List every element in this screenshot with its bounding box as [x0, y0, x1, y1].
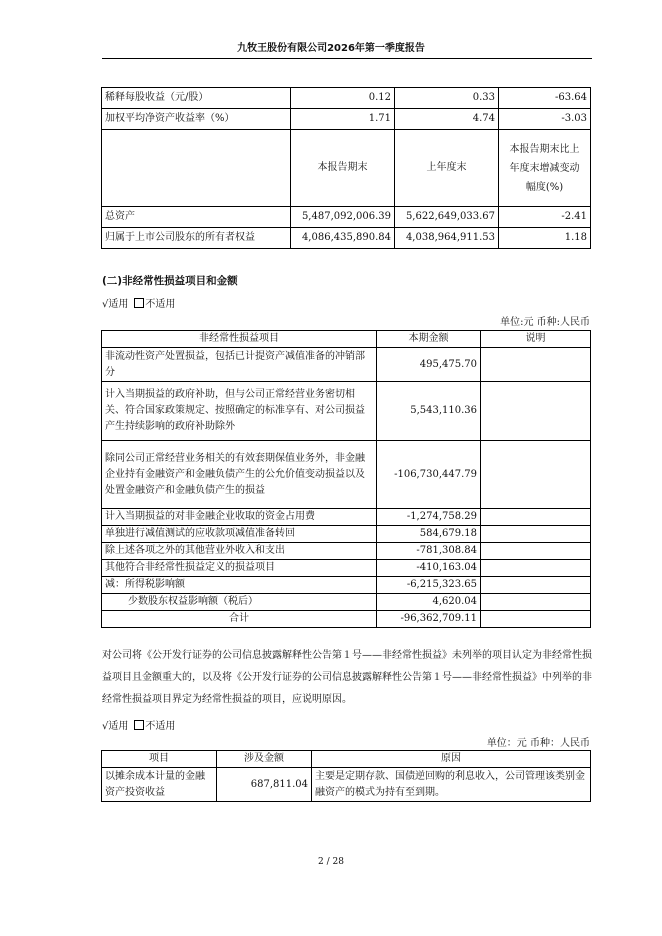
- item-cell: 单独进行减值测试的应收款项减值准备转回: [102, 526, 377, 543]
- note-cell: [481, 611, 591, 628]
- subheader-prior-year-end: 上年度末: [395, 130, 499, 207]
- item-cell: 减：所得税影响额: [102, 577, 377, 594]
- total-label: 合计: [102, 611, 377, 628]
- subheader-change-pct: 本报告期末比上年度末增减变动幅度(%): [499, 130, 591, 207]
- note-cell: [481, 509, 591, 526]
- amount-cell: -106,730,447.79: [377, 441, 481, 509]
- note-cell: [481, 348, 591, 382]
- applicability-options: [102, 295, 175, 310]
- cell-value: 1.71: [291, 109, 395, 130]
- note-cell: [481, 526, 591, 543]
- checkbox-empty-icon: [134, 720, 144, 730]
- item-cell: 以摊余成本计量的金融资产投资收益: [102, 768, 217, 802]
- amount-cell: 584,679.18: [377, 526, 481, 543]
- amount-cell: 4,620.04: [377, 594, 481, 611]
- not-applicable-option: 不适用: [145, 721, 176, 732]
- reason-cell: 主要是定期存款、国债逆回购的利息收入，公司管理该类别金融资产的模式为持有至到期。: [312, 768, 591, 802]
- item-cell: 非流动性资产处置损益，包括已计提资产减值准备的冲销部分: [102, 348, 377, 382]
- item-cell: 除同公司正常经营业务相关的有效套期保值业务外，非金融企业持有金融资产和金融负债产生的公允价值变动损益以及处置金融资产和金融负债产生的损益: [102, 441, 377, 509]
- key-financial-table: [101, 87, 591, 249]
- column-header: 项目: [102, 751, 217, 768]
- amount-cell: -781,308.84: [377, 543, 481, 560]
- disclosure-paragraph: 对公司将《公开发行证券的公司信息披露解释性公告第１号——非经常性损益》未列举的项目认定为非经常性损益项目且金额重大的，以及将《公开发行证券的公司信息披露解释性公告第１号——非经常性损益》中列举的非经常性损益项目界定为经常性损益的项目，应说明原因。: [102, 650, 592, 705]
- item-cell: 少数股东权益影响额（税后）: [102, 594, 377, 611]
- table-row: [102, 526, 591, 543]
- row-label: 加权平均净资产收益率（%）: [102, 109, 291, 130]
- table-row: [102, 441, 591, 509]
- table-header-row: [102, 331, 591, 348]
- table-header-row: [102, 751, 591, 768]
- row-label: 归属于上市公司股东的所有者权益: [102, 228, 291, 249]
- not-applicable-option: 不适用: [145, 299, 176, 310]
- table-row: [102, 509, 591, 526]
- table-row: [102, 228, 591, 249]
- cell-value: 4,086,435,890.84: [291, 228, 395, 249]
- table-total-row: [102, 611, 591, 628]
- applicability-options-2: [102, 717, 175, 732]
- row-label: 总资产: [102, 207, 291, 228]
- header-rule: [102, 58, 592, 59]
- amount-cell: 5,543,110.36: [377, 382, 481, 441]
- note-cell: [481, 382, 591, 441]
- note-cell: [481, 594, 591, 611]
- cell-value: 4,038,964,911.53: [395, 228, 499, 249]
- column-header: 说明: [481, 331, 591, 348]
- section-title: (二)非经常性损益项目和金额: [102, 275, 238, 287]
- table-row: [102, 594, 591, 611]
- cell-value: 0.33: [395, 88, 499, 109]
- row-label: 稀释每股收益（元/股）: [102, 88, 291, 109]
- table-row: [102, 543, 591, 560]
- amount-cell: -410,163.04: [377, 560, 481, 577]
- cell-value: -2.41: [499, 207, 591, 228]
- table-row: [102, 560, 591, 577]
- table-row: [102, 577, 591, 594]
- non-recurring-items-table: [101, 330, 591, 628]
- item-cell: 计入当期损益的对非金融企业收取的资金占用费: [102, 509, 377, 526]
- cell-value: 0.12: [291, 88, 395, 109]
- table-row: [102, 207, 591, 228]
- column-header: 本期金额: [377, 331, 481, 348]
- total-amount: -96,362,709.11: [377, 611, 481, 628]
- applicable-option: √适用: [102, 721, 129, 732]
- note-cell: [481, 577, 591, 594]
- table-row: [102, 88, 591, 109]
- table-row: [102, 109, 591, 130]
- applicable-option: √适用: [102, 299, 129, 310]
- table-subheader-row: [102, 130, 591, 207]
- amount-cell: 687,811.04: [217, 768, 312, 802]
- cell-value: -63.64: [499, 88, 591, 109]
- cell-value: 4.74: [395, 109, 499, 130]
- note-cell: [481, 543, 591, 560]
- table-row: [102, 768, 591, 802]
- report-header-title: 九牧王股份有限公司2026年第一季度报告: [237, 43, 425, 54]
- checkbox-empty-icon: [134, 298, 144, 308]
- unit-note: 单位:元 币种:人民币: [500, 317, 590, 328]
- amount-cell: -1,274,758.29: [377, 509, 481, 526]
- column-header: 涉及金额: [217, 751, 312, 768]
- item-cell: 其他符合非经常性损益定义的损益项目: [102, 560, 377, 577]
- subheader-current-period-end: 本报告期末: [291, 130, 395, 207]
- note-cell: [481, 441, 591, 509]
- amount-cell: 495,475.70: [377, 348, 481, 382]
- column-header: 非经常性损益项目: [102, 331, 377, 348]
- cell-value: -3.03: [499, 109, 591, 130]
- column-header: 原因: [312, 751, 591, 768]
- cell-value: 5,622,649,033.67: [395, 207, 499, 228]
- table-row: [102, 348, 591, 382]
- unit-note-2: 单位：元 币种：人民币: [486, 738, 590, 749]
- cell-value: 5,487,092,006.39: [291, 207, 395, 228]
- recurring-items-table: [101, 750, 591, 802]
- item-cell: 计入当期损益的政府补助，但与公司正常经营业务密切相关、符合国家政策规定、按照确定的标准享有、对公司损益产生持续影响的政府补助除外: [102, 382, 377, 441]
- amount-cell: -6,215,323.65: [377, 577, 481, 594]
- table-row: [102, 382, 591, 441]
- item-cell: 除上述各项之外的其他营业外收入和支出: [102, 543, 377, 560]
- page-number: 2 / 28: [318, 857, 344, 867]
- note-cell: [481, 560, 591, 577]
- cell-value: 1.18: [499, 228, 591, 249]
- subheader-blank: [102, 130, 291, 207]
